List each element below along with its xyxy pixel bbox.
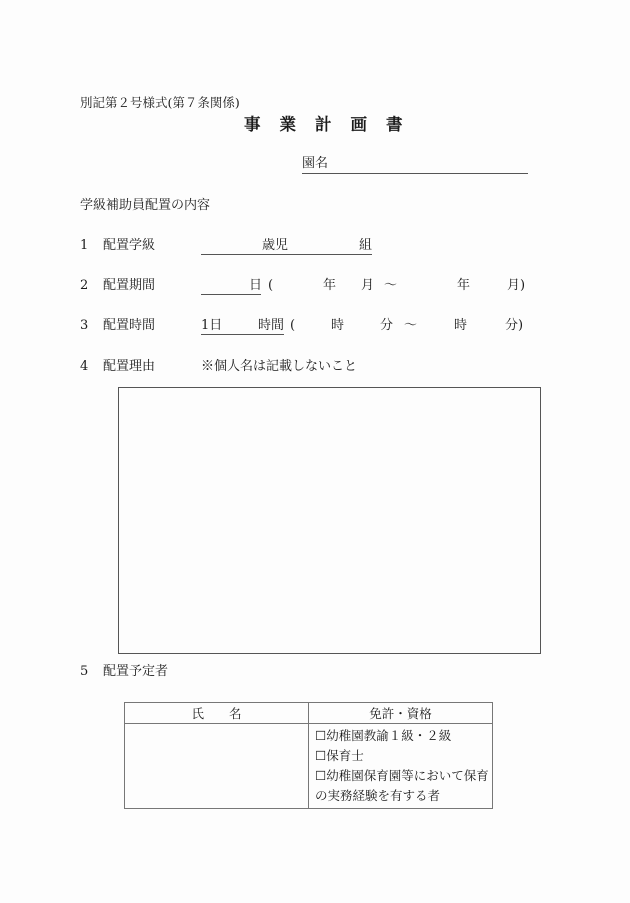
table-header-row xyxy=(125,703,493,724)
start-hour-label: 時 xyxy=(331,318,345,333)
item-label: 配置学級 xyxy=(103,238,156,253)
reason-textarea[interactable] xyxy=(118,387,541,654)
privacy-note: ※個人名は記載しないこと xyxy=(201,359,358,374)
qualification-cell xyxy=(309,724,493,809)
tilde: ～ xyxy=(404,318,418,333)
staff-name-input[interactable] xyxy=(125,724,309,809)
item-number: 5 xyxy=(80,664,89,679)
item-number: 4 xyxy=(80,359,89,374)
item-number: 1 xyxy=(80,238,89,253)
end-minute-label: 分) xyxy=(505,318,524,333)
age-suffix: 歳児 xyxy=(262,238,289,253)
qualification-checkbox-childcare-worker[interactable]: ☐保育士 xyxy=(315,748,364,763)
kindergarten-name-field[interactable] xyxy=(302,157,528,174)
end-year-label: 年 xyxy=(457,278,471,293)
item-label: 配置期間 xyxy=(103,278,156,293)
hours-field[interactable] xyxy=(201,319,284,335)
start-minute-label: 分 xyxy=(380,318,394,333)
item-label: 配置理由 xyxy=(103,359,156,374)
days-suffix: 日 xyxy=(249,278,263,293)
item-label: 配置予定者 xyxy=(103,664,169,679)
item-number: 2 xyxy=(80,278,89,293)
qualification-column-header: 免許・資格 xyxy=(309,703,493,724)
qualification-checkbox-experience[interactable]: ☐幼稚園保育園等において保育 xyxy=(315,768,489,783)
per-day-prefix: 1日 xyxy=(201,318,223,333)
form-id-label: 別記第２号様式(第７条関係) xyxy=(80,95,240,110)
open-paren: ( xyxy=(290,318,296,333)
table-row xyxy=(125,724,493,809)
start-year-label: 年 xyxy=(323,278,337,293)
hours-suffix: 時間 xyxy=(258,318,285,333)
tilde: ～ xyxy=(384,278,398,293)
qualification-checkbox-kindergarten-teacher[interactable]: ☐幼稚園教諭１級・２級 xyxy=(315,728,452,743)
class-field[interactable] xyxy=(201,239,372,255)
class-suffix: 組 xyxy=(359,238,373,253)
end-month-label: 月) xyxy=(507,278,526,293)
page-title: 事業計画書 xyxy=(244,115,422,134)
end-hour-label: 時 xyxy=(454,318,468,333)
days-field[interactable] xyxy=(201,279,261,295)
staff-table xyxy=(124,702,493,809)
open-paren: ( xyxy=(268,278,274,293)
start-month-label: 月 xyxy=(361,278,375,293)
section-heading: 学級補助員配置の内容 xyxy=(80,198,211,213)
qualification-experience-continued: の実務経験を有する者 xyxy=(315,788,441,803)
item-number: 3 xyxy=(80,318,89,333)
kindergarten-label: 園名 xyxy=(302,156,329,171)
item-label: 配置時間 xyxy=(103,318,156,333)
name-column-header: 氏 名 xyxy=(125,703,309,724)
